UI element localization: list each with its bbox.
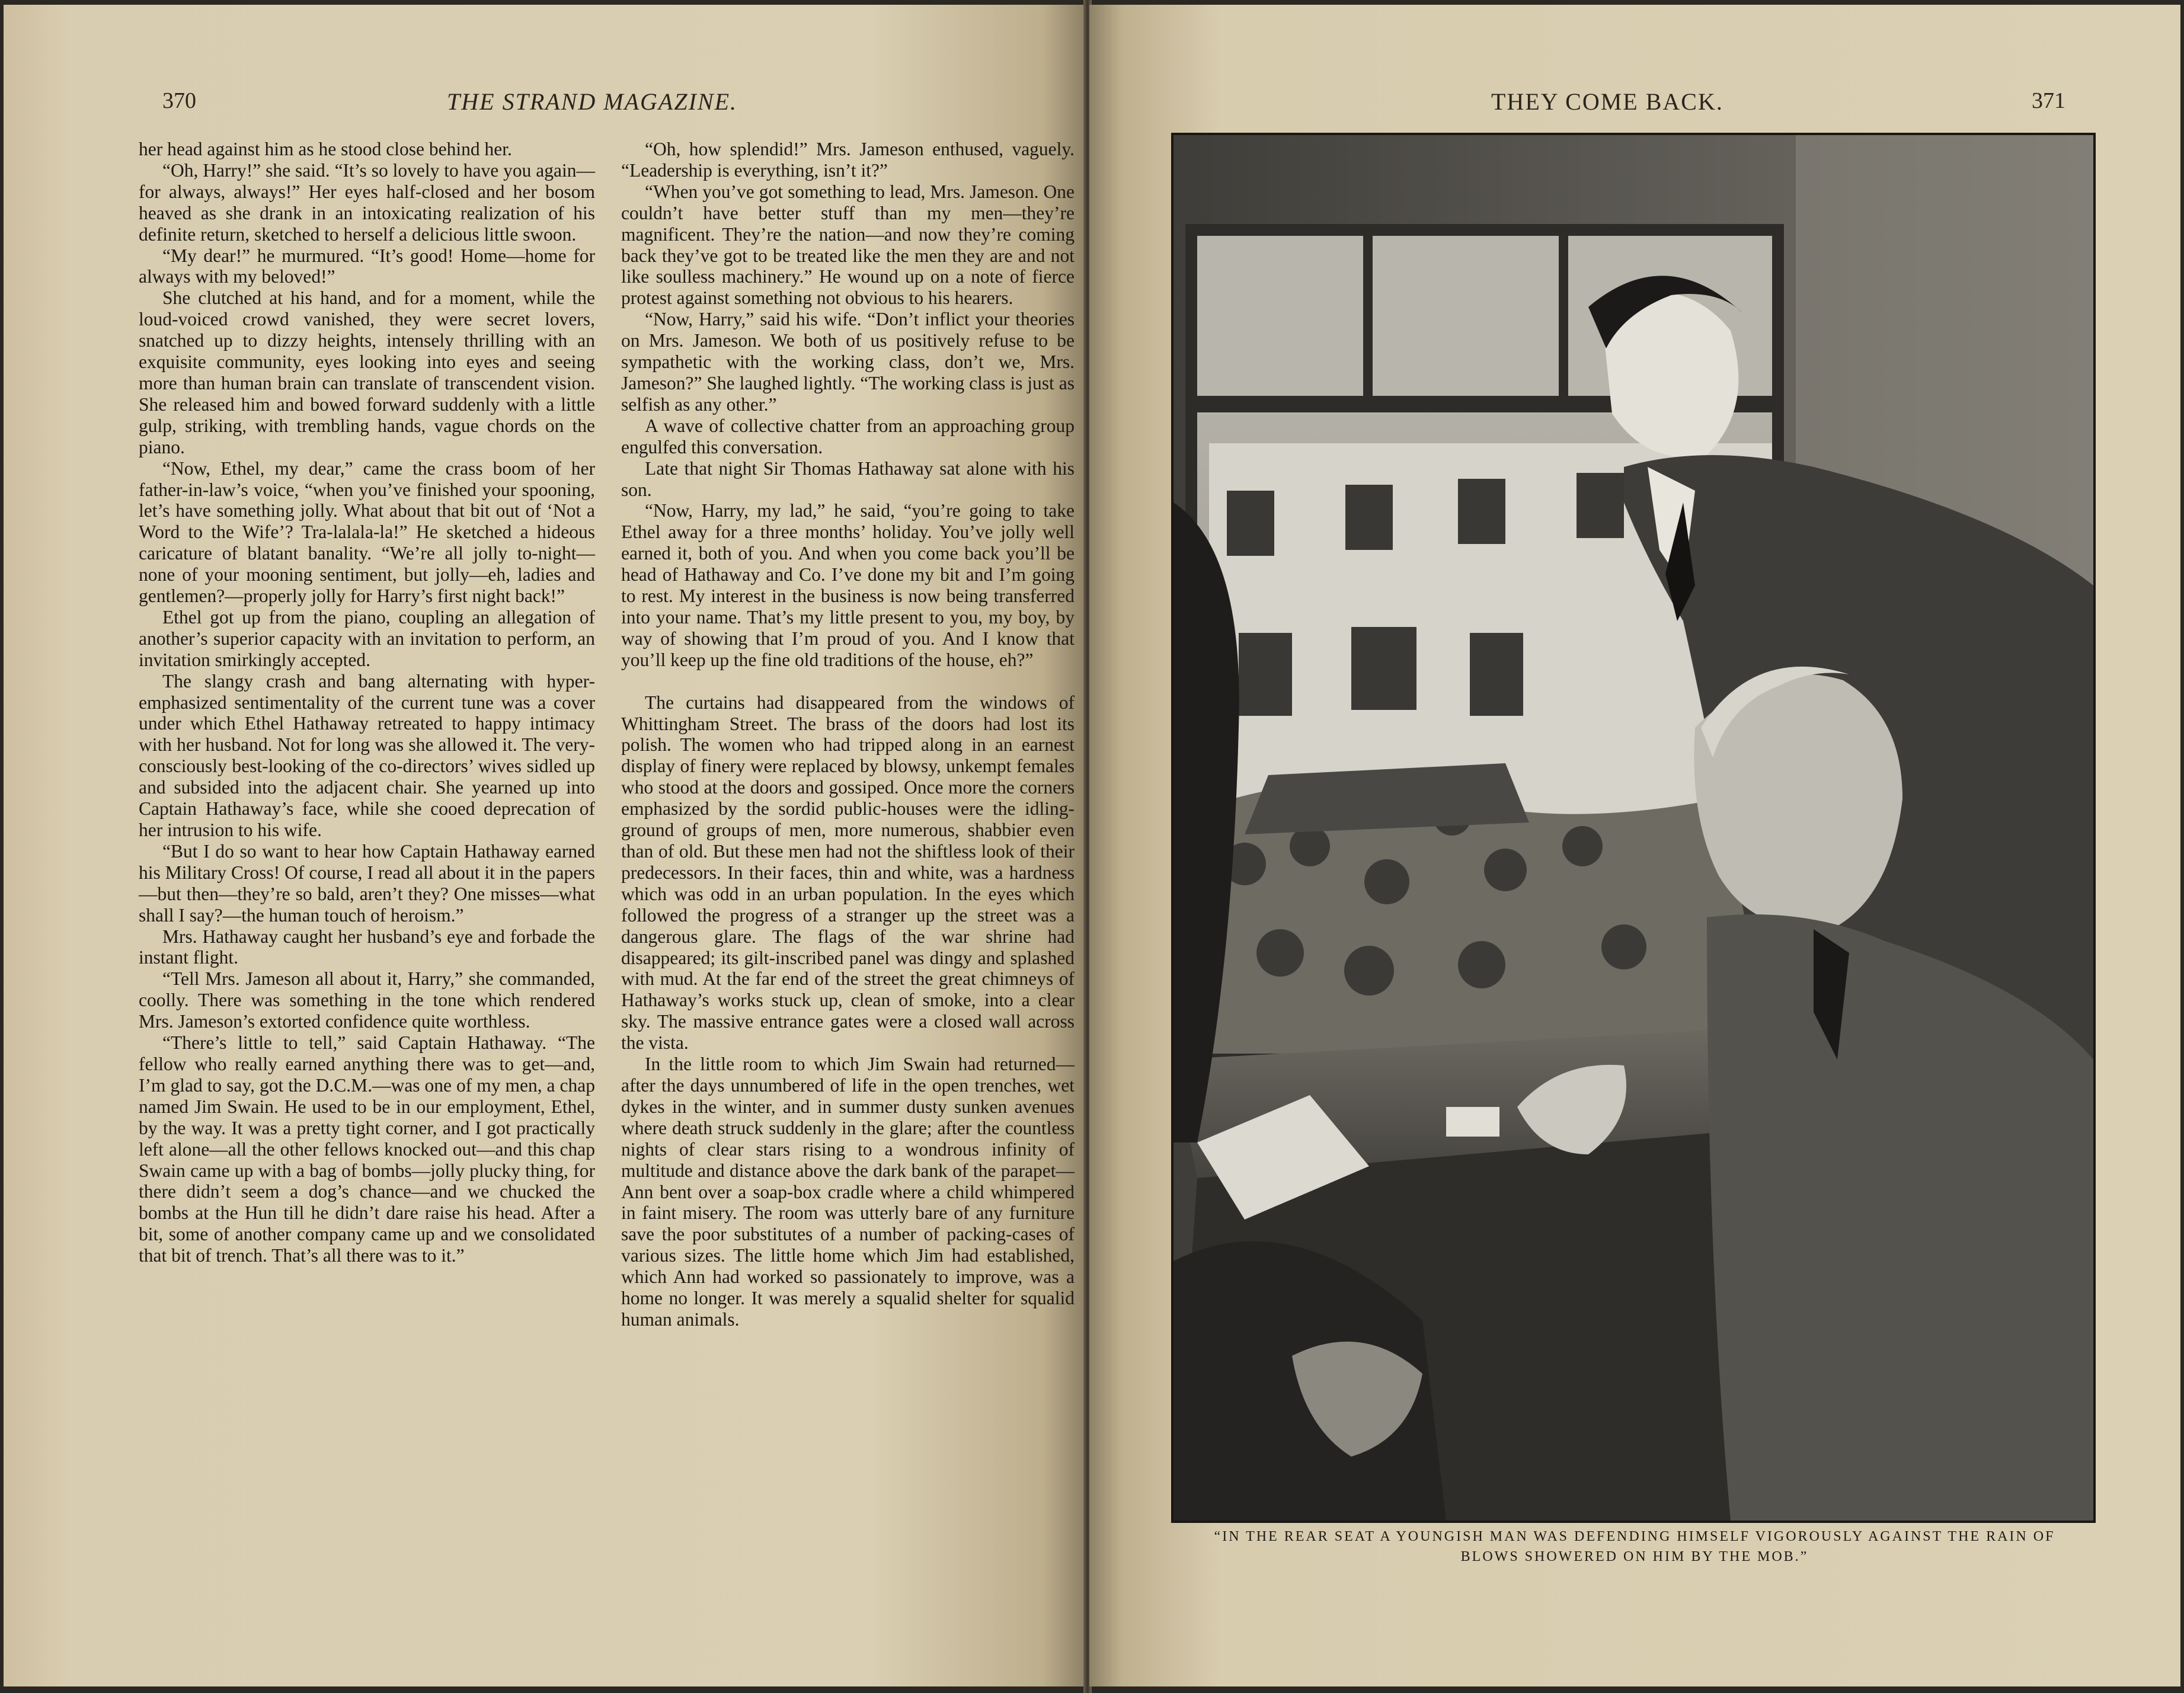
paragraph: Late that night Sir Thomas Hathaway sat alone with his son.: [621, 457, 1075, 500]
paragraph: A wave of collective chatter from an approaching group engulfed this conversation.: [621, 415, 1075, 457]
paragraph: “Now, Ethel, my dear,” came the crass boom of her father-in-law’s voice, “when you’ve finished your spooning, let’s have something jolly. What about that bit out of ‘Not a Word to the Wife’? Tra-lalala-la!” He sketched a hideous caricature of blatant banality. “We’re all jolly to-night—none of your mooning sentiment, but jolly—eh, ladies and gentlemen?—properly jolly for Harry’s first night back!”: [139, 457, 595, 607]
paragraph: “My dear!” he murmured. “It’s good! Home—home for always with my beloved!”: [139, 245, 595, 287]
illustration-caption: “IN THE REAR SEAT A YOUNGISH MAN WAS DEFENDING HIMSELF VIGOROUSLY AGAINST THE RAIN OF BLOWS SHOWERED ON HIM BY THE MOB.”: [1214, 1529, 2055, 1564]
paragraph: “Tell Mrs. Jameson all about it, Harry,” she commanded, coolly. There was something in the tone which rendered Mrs. Jameson’s extorted confidence quite worthless.: [139, 968, 595, 1032]
paragraph: Ethel got up from the piano, coupling an allegation of another’s superior capacity with an invitation to perform, an invitation smirkingly accepted.: [139, 606, 595, 670]
paragraph: “Oh, Harry!” she said. “It’s so lovely to have you again—for always, always!” Her eyes half-closed and her bosom heaved as she drank in an intoxicating realization of his definite return, sketched to herself a delicious little swoon.: [139, 159, 595, 245]
paragraph: She clutched at his hand, and for a moment, while the loud-voiced crowd vanished, they were secret lovers, snatched up to dizzy heights, intensely thrilling with an exquisite community, eyes looking into eyes and seeing more than human brain can translate of transcendent vision. She released him and bowed forward suddenly with a little gulp, striking, with trembling hands, vague chords on the piano.: [139, 287, 595, 457]
paragraph: Mrs. Hathaway caught her husband’s eye and forbade the instant flight.: [139, 926, 595, 968]
paragraph: “But I do so want to hear how Captain Hathaway earned his Military Cross! Of course, I read all about it in the papers—but then—they’re so bald, aren’t they? One misses—what shall I say?—the human touch of heroism.”: [139, 840, 595, 926]
paragraph: The curtains had disappeared from the windows of Whittingham Street. The brass of the doors had lost its polish. The women who had tripped along in an earnest display of finery were replaced by blowsy, unkempt females who stood at the doors and gossiped. Once more the corners emphasized by the sordid public-houses were the idling-ground of groups of men, more numerous, shabbier even than of old. But these men had not the shiftless look of their predecessors. In their faces, thin and white, was a hardness which was odd in an urban population. In the eyes which followed the progress of a stranger up the street was a dangerous glare. The flags of the war shrine had disappeared; its gilt-inscribed panel was dingy and splashed with mud. At the far end of the street the great chimneys of Hathaway’s works stuck up, clean of smoke, into a clear sky. The massive entrance gates were a closed wall across the vista.: [621, 692, 1075, 1054]
page-number-left: 370: [162, 88, 196, 113]
paragraph: “Now, Harry, my lad,” he said, “you’re going to take Ethel away for a three months’ holiday. You’ve jolly well earned it, both of you. And when you come back you’ll be head of Hathaway and Co. I’ve done my bit and I’m going to rest. My interest in the business is now being transferred into your name. That’s my little present to you, my boy, by way of showing that I’m proud of you. And I know that you’ll keep up the fine old traditions of the house, eh?”: [621, 500, 1075, 670]
illustration-plate: [1171, 133, 2096, 1523]
paragraph: “There’s little to tell,” said Captain Hathaway. “The fellow who really earned anything there was to get—and, I’m glad to say, got the D.C.M.—was one of my men, a chap named Jim Swain. He used to be in our employment, Ethel, by the way. It was a pretty tight corner, and I got practically left alone—all the other fellows knocked out—and this chap Swain came up with a bag of bombs—jolly plucky thing, for there didn’t seem a dog’s chance—and we chucked the bombs at the Hun till he didn’t dare raise his head. After a bit, some of another company came up and we consolidated that bit of trench. That’s all there was to it.”: [139, 1032, 595, 1266]
paragraph: “When you’ve got something to lead, Mrs. Jameson. One couldn’t have better stuff than my men—they’re magnificent. They’re the nation—and now they’re coming back they’ve got to be treated like the men they are and not like soulless machinery.” He wound up on a note of fierce protest against something not obvious to his hearers.: [621, 181, 1075, 309]
paragraph: “Now, Harry,” said his wife. “Don’t inflict your theories on Mrs. Jameson. We both of us positively refuse to be sympathetic with the working class, don’t we, Mrs. Jameson?” She laughed lightly. “The working class is just as selfish as any other.”: [621, 309, 1075, 415]
paragraph: The slangy crash and bang alternating with hyper-emphasized sentimentality of the current tune was a cover under which Ethel Hathaway retreated to happy intimacy with her husband. Not for long was she allowed it. The very-consciously best-looking of the co-directors’ wives sidled up and subsided into the adjacent chair. She yearned up into Captain Hathaway’s face, while she cooed deprecation of her intrusion to his wife.: [139, 670, 595, 840]
text-column-2: [621, 139, 1075, 1330]
running-head-left: THE STRAND MAGAZINE.: [447, 88, 737, 115]
left-page: [4, 5, 1086, 1686]
paragraph: In the little room to which Jim Swain had returned—after the days unnumbered of life in the open trenches, wet dykes in the winter, and in summer dusty sunken avenues where death struck suddenly in the glare; after the countless nights of clear stars rising to a wondrous infinity of multitude and distance above the dark bank of the parapet—Ann bent over a soap-box cradle where a child whimpered in faint misery. The room was utterly bare of any furniture save the poor substitutes of a number of packing-cases of various sizes. The little home which Jim had established, which Ann had worked so passionately to improve, was a home no longer. It was merely a squalid shelter for squalid human animals.: [621, 1054, 1075, 1330]
right-page: [1089, 5, 2180, 1686]
text-column-1: [139, 139, 595, 1266]
paragraph: her head against him as he stood close behind her.: [139, 139, 512, 159]
page-number-right: 371: [2032, 88, 2065, 113]
paragraph: “Oh, how splendid!” Mrs. Jameson enthused, vaguely. “Leadership is everything, isn’t it?”: [621, 139, 1075, 181]
illustration-image: [1173, 135, 2093, 1521]
running-head-right: THEY COME BACK.: [1491, 88, 1723, 115]
